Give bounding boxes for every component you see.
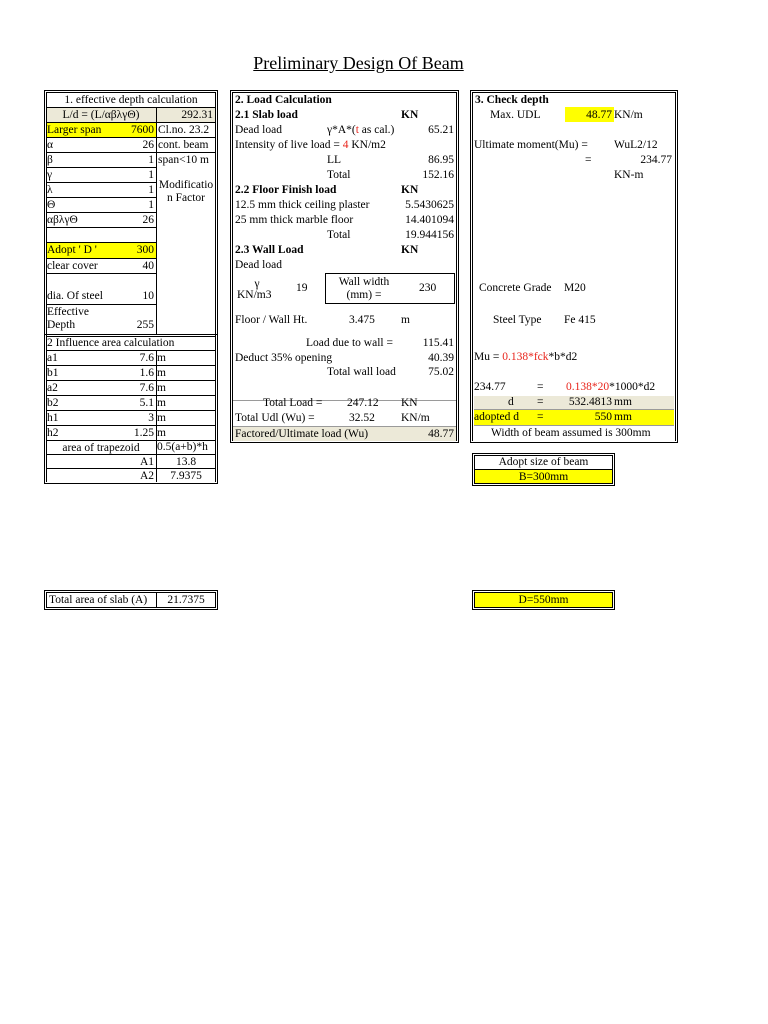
influence-a2-label: a2 <box>47 382 58 394</box>
max-udl-label: Max. UDL <box>490 109 541 121</box>
wall-height-value: 3.475 <box>349 314 375 326</box>
area-a2-value: 7.9375 <box>170 470 202 482</box>
steel-type-label: Steel Type <box>493 314 542 326</box>
influence-b2-label: b2 <box>47 397 59 409</box>
required-d-value: 532.4813 <box>568 396 612 408</box>
beta-symbol: β <box>47 154 53 166</box>
wall-width-label-2: (mm) = <box>346 289 382 301</box>
influence-a1-label: a1 <box>47 352 58 364</box>
influence-h1-unit: m <box>157 412 166 424</box>
steel-type-value: Fe 415 <box>564 314 596 326</box>
ultimate-moment-value: 234.77 <box>640 154 672 166</box>
gamma-symbol-wall: γ <box>254 278 260 290</box>
wall-width-label-1: Wall width <box>338 276 390 288</box>
dead-load-value: 65.21 <box>428 124 454 136</box>
wall-load-header: 2.3 Wall Load <box>235 244 304 256</box>
influence-b2-value: 5.1 <box>139 397 154 409</box>
adopted-d-unit: mm <box>614 411 632 423</box>
clear-cover-value: 40 <box>142 260 154 272</box>
wall-height-unit: m <box>401 314 410 326</box>
page-title: Preliminary Design Of Beam <box>253 53 464 73</box>
total-udl-label: Total Udl (Wu) = <box>235 412 315 424</box>
influence-b2-unit: m <box>157 397 166 409</box>
ceiling-plaster-label: 12.5 mm thick ceiling plaster <box>235 199 370 211</box>
alpha-symbol: α <box>47 139 54 151</box>
ultimate-moment-unit: KN-m <box>614 169 644 181</box>
deduct-opening-label: Deduct 35% opening <box>235 352 333 364</box>
total-load-value: 247.12 <box>347 397 379 409</box>
lambda-symbol: λ <box>47 184 53 196</box>
concrete-grade-value: M20 <box>564 282 586 294</box>
alpha-value: 26 <box>142 139 154 151</box>
total-area-value: 21.7375 <box>167 594 205 606</box>
ceiling-plaster-value: 5.5430625 <box>405 199 454 211</box>
factored-load-label: Factored/Ultimate load (Wu) <box>235 428 369 440</box>
ultimate-moment-formula: WuL2/12 <box>614 139 658 151</box>
ll-value: 86.95 <box>428 154 454 166</box>
lambda-value: 1 <box>148 184 154 196</box>
influence-a2-unit: m <box>157 382 166 394</box>
influence-h1-value: 3 <box>148 412 154 424</box>
clause-ref: Cl.no. 23.2 <box>158 124 210 136</box>
marble-floor-label: 25 mm thick marble floor <box>235 214 354 226</box>
section1-header: 1. effective depth calculation <box>64 94 198 106</box>
total-area-label: Total area of slab (A) <box>49 594 148 606</box>
modification-factor-line1: Modificatio <box>158 179 214 191</box>
adopted-d-eq: = <box>537 411 544 423</box>
span-label: Larger span <box>47 124 102 136</box>
influence-b1-unit: m <box>157 367 166 379</box>
effective-depth-label-2: Depth <box>47 319 76 331</box>
adopt-d-label: Adopt ' D ' <box>47 244 97 256</box>
dead-load-formula: γ*A*(t as cal.) <box>327 124 395 136</box>
ultimate-moment-label: Ultimate moment(Mu) = <box>474 139 588 151</box>
alpha-note: cont. beam <box>158 139 209 151</box>
required-d-label: d <box>508 396 514 408</box>
clear-cover-label: clear cover <box>47 260 98 272</box>
effective-depth-value: 255 <box>136 319 154 331</box>
modification-factor-line2: n Factor <box>166 192 205 204</box>
calc-eq: = <box>537 381 544 393</box>
gamma-unit: KN/m3 <box>237 289 272 301</box>
wall-height-label: Floor / Wall Ht. <box>235 314 308 326</box>
total-udl-unit: KN/m <box>401 412 430 424</box>
trapezoid-label: area of trapezoid <box>62 442 140 454</box>
wall-load-label: Load due to wall = <box>306 337 393 349</box>
influence-h2-unit: m <box>157 427 166 439</box>
influence-a2-value: 7.6 <box>139 382 154 394</box>
gamma-value: 1 <box>148 169 154 181</box>
floor-finish-kn-unit: KN <box>401 184 419 196</box>
gamma-value: 19 <box>296 282 308 294</box>
beam-width-value: B=300mm <box>518 471 569 483</box>
total-wall-load-label: Total wall load <box>327 366 396 378</box>
trapezoid-formula: 0.5(a+b)*h <box>157 441 208 453</box>
beam-width-note: Width of beam assumed is 300mm <box>491 427 651 439</box>
dead-load-label: Dead load <box>235 124 282 136</box>
ll-label: LL <box>327 154 342 166</box>
required-d-eq: = <box>537 396 544 408</box>
gamma-symbol: γ <box>47 169 53 181</box>
total-udl-value: 32.52 <box>349 412 375 424</box>
total-load-unit: KN <box>401 397 418 409</box>
ld-label: L/d = (L/αβλγΘ) <box>62 109 140 121</box>
influence-a1-value: 7.6 <box>139 352 154 364</box>
floor-finish-header: 2.2 Floor Finish load <box>235 184 337 196</box>
steel-dia-value: 10 <box>142 290 154 302</box>
moment-capacity-formula: Mu = 0.138*fck*b*d2 <box>474 351 578 363</box>
wall-kn-unit: KN <box>401 244 419 256</box>
span-value: 7600 <box>131 124 154 136</box>
influence-b1-value: 1.6 <box>139 367 154 379</box>
area-a1-value: 13.8 <box>175 456 197 468</box>
influence-h2-value: 1.25 <box>133 427 154 439</box>
calc-rhs: 0.138*20*1000*d2 <box>566 381 656 393</box>
concrete-grade-label: Concrete Grade <box>479 282 552 294</box>
live-load-intensity: Intensity of live load = 4 KN/m2 <box>235 139 386 151</box>
product-symbol: αβλγΘ <box>47 214 78 226</box>
slab-kn-unit: KN <box>401 109 419 121</box>
wall-width-value: 230 <box>419 282 437 294</box>
area-a2-label: A2 <box>139 470 154 482</box>
calc-moment-left: 234.77 <box>474 381 506 393</box>
wall-dead-load-label: Dead load <box>235 259 282 271</box>
influence-h2-label: h2 <box>47 427 59 439</box>
influence-header: 2 Influence area calculation <box>47 337 175 349</box>
floor-finish-total-label: Total <box>327 229 351 241</box>
deduct-opening-value: 40.39 <box>428 352 454 364</box>
effective-depth-label-1: Effective <box>47 306 89 318</box>
adopt-size-label: Adopt size of beam <box>498 456 589 468</box>
slab-total-label: Total <box>327 169 351 181</box>
ld-value: 292.31 <box>181 109 213 121</box>
total-load-label: Total Load = <box>263 397 323 409</box>
steel-dia-label: dia. Of steel <box>47 290 103 302</box>
max-udl-value: 48.77 <box>586 109 612 121</box>
max-udl-unit: KN/m <box>614 109 643 121</box>
influence-b1-label: b1 <box>47 367 59 379</box>
wall-load-value: 115.41 <box>422 337 454 349</box>
slab-total-value: 152.16 <box>422 169 454 181</box>
floor-finish-total-value: 19.944156 <box>405 229 454 241</box>
beam-depth-value: D=550mm <box>518 594 569 606</box>
product-value: 26 <box>142 214 154 226</box>
adopted-d-value: 550 <box>594 411 612 423</box>
area-a1-label: A1 <box>139 456 154 468</box>
beta-note: span<10 m <box>158 154 209 166</box>
slab-load-header: 2.1 Slab load <box>235 109 298 121</box>
total-wall-load-value: 75.02 <box>428 366 454 378</box>
ultimate-moment-eq: = <box>585 154 592 166</box>
influence-a1-unit: m <box>157 352 166 364</box>
influence-h1-label: h1 <box>47 412 59 424</box>
adopted-d-label: adopted d <box>474 411 520 423</box>
load-header: 2. Load Calculation <box>235 94 332 106</box>
required-d-unit: mm <box>614 396 632 408</box>
theta-value: 1 <box>148 199 154 211</box>
theta-symbol: Θ <box>47 199 56 211</box>
adopt-d-value: 300 <box>136 244 154 256</box>
check-depth-header: 3. Check depth <box>475 94 549 106</box>
marble-floor-value: 14.401094 <box>405 214 454 226</box>
beta-value: 1 <box>148 154 154 166</box>
factored-load-value: 48.77 <box>428 428 454 440</box>
